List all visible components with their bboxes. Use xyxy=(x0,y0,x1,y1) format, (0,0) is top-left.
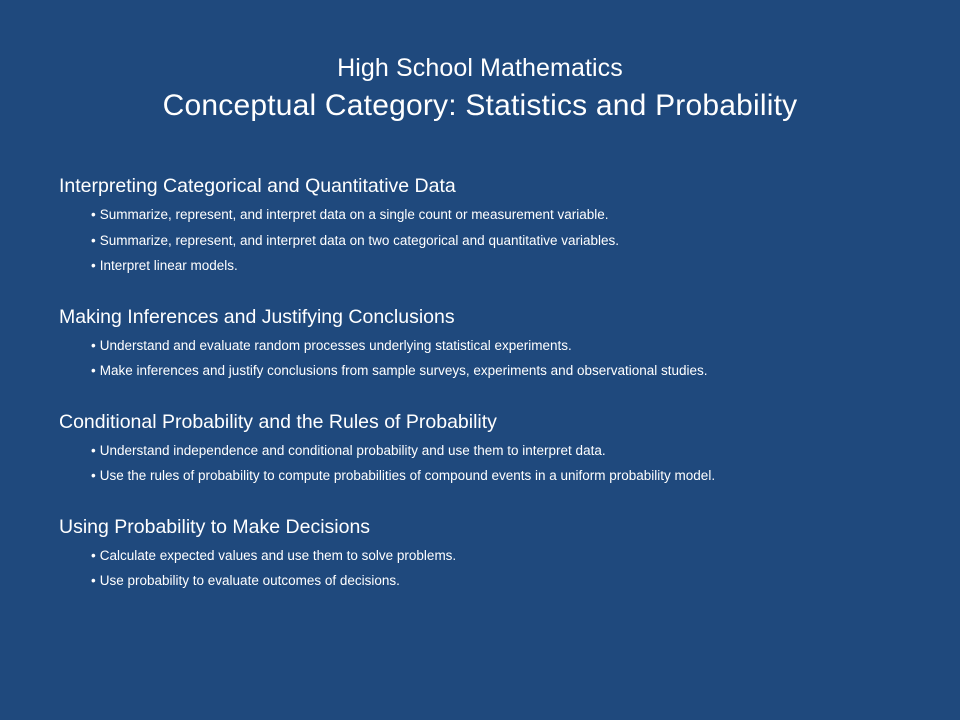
section-heading: Making Inferences and Justifying Conclusions xyxy=(59,305,455,328)
bullet-dot-icon: • xyxy=(91,337,96,353)
section-heading: Using Probability to Make Decisions xyxy=(59,515,371,538)
bullet-text: Use the rules of probability to compute probabilities of compound events in a uniform probability model. xyxy=(99,468,716,483)
bullet-text: Interpret linear models. xyxy=(99,258,238,273)
section-inferences xyxy=(59,303,939,384)
bullet-item xyxy=(91,543,939,569)
bullet-list xyxy=(59,438,939,489)
section-interpreting-data xyxy=(59,172,939,279)
title-block xyxy=(0,50,960,126)
slide-subtitle: High School Mathematics xyxy=(337,54,623,82)
bullet-text: Use probability to evaluate outcomes of decisions. xyxy=(99,573,400,588)
section-heading: Interpreting Categorical and Quantitative Data xyxy=(59,175,456,197)
bullet-text: Summarize, represent, and interpret data on two categorical and quantitative variables. xyxy=(99,232,620,248)
bullet-dot-icon: • xyxy=(91,232,96,248)
bullet-item xyxy=(91,228,939,254)
bullet-text: Understand independence and conditional probability and use them to interpret data. xyxy=(99,442,606,458)
bullet-item xyxy=(91,202,939,228)
bullet-item xyxy=(91,253,939,279)
bullet-text: Calculate expected values and use them to solve problems. xyxy=(99,547,457,563)
section-conditional-probability xyxy=(59,408,939,489)
slide-content xyxy=(59,172,939,618)
bullet-list xyxy=(59,333,939,384)
bullet-dot-icon: • xyxy=(91,258,96,273)
bullet-text: Summarize, represent, and interpret data on a single count or measurement variable. xyxy=(99,207,609,222)
bullet-item xyxy=(91,333,939,359)
bullet-dot-icon: • xyxy=(91,468,96,483)
bullet-item xyxy=(91,568,939,594)
bullet-list xyxy=(59,543,939,594)
bullet-dot-icon: • xyxy=(91,363,96,378)
bullet-item xyxy=(91,463,939,489)
bullet-text: Understand and evaluate random processes underlying statistical experiments. xyxy=(99,337,572,353)
section-heading: Conditional Probability and the Rules of Probability xyxy=(59,410,497,433)
bullet-item xyxy=(91,438,939,464)
bullet-dot-icon: • xyxy=(91,573,96,588)
bullet-list xyxy=(59,202,939,279)
slide-title: Conceptual Category: Statistics and Probability xyxy=(162,89,798,122)
bullet-dot-icon: • xyxy=(91,442,96,458)
section-decisions xyxy=(59,513,939,594)
bullet-text: Make inferences and justify conclusions from sample surveys, experiments and observational studies. xyxy=(99,363,708,378)
bullet-item xyxy=(91,358,939,384)
bullet-dot-icon: • xyxy=(91,547,96,563)
bullet-dot-icon: • xyxy=(91,207,96,222)
